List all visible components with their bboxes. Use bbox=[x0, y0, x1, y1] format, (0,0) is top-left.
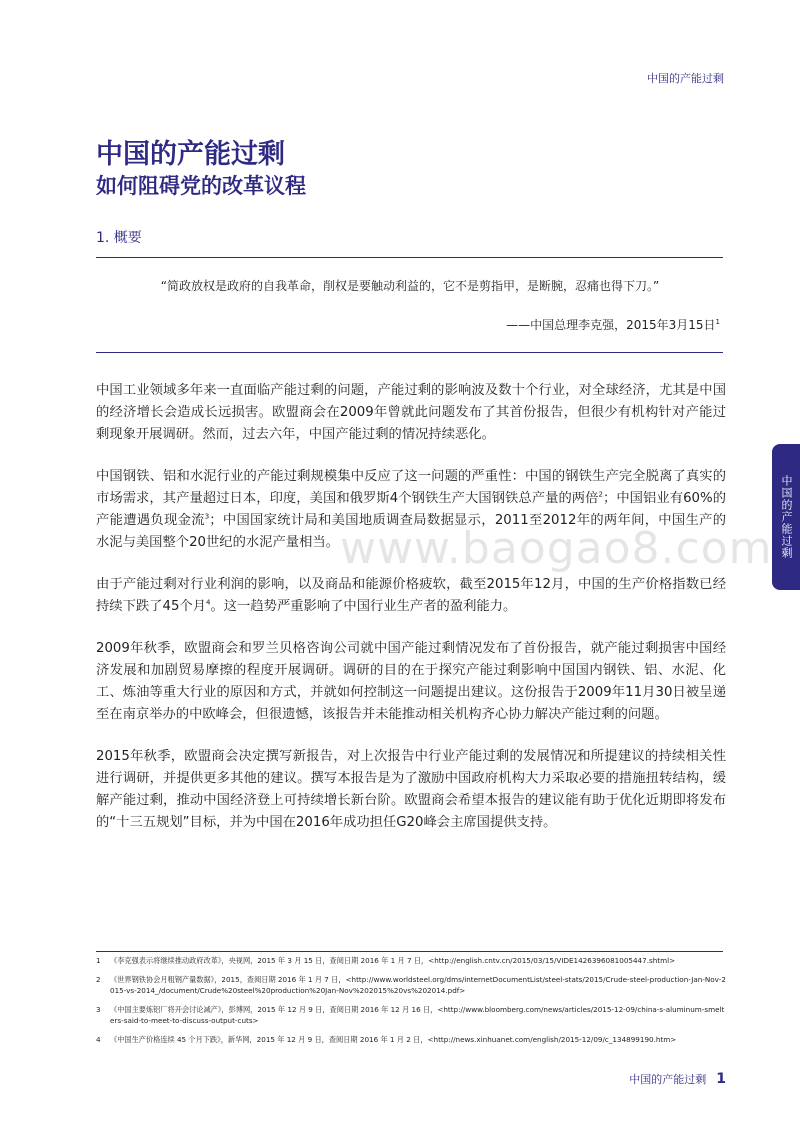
section-heading: 1. 概要 bbox=[96, 230, 142, 246]
paragraph-2-part-c: ；中国国家统计局和美国地质调查局数据显示，2011至2012年的两年间，中国生产的水泥与美国整个20世纪的水泥产量相当。 bbox=[96, 513, 726, 550]
quote-attribution bbox=[506, 316, 720, 333]
footnote-ref: 3 bbox=[204, 512, 210, 521]
epigraph-quote: “简政放权是政府的自我革命，削权是要触动利益的，它不是剪指甲，是断腕，忍痛也得下刀。” bbox=[160, 279, 660, 293]
page-number: 1 bbox=[716, 1071, 726, 1087]
footnote-text: 《中国生产价格连续 45 个月下跌》，新华网，2015 年 12 月 9 日，查阅日期 2016 年 1 月 2 日，<http://news.xinhuanet.com/english/2015-12/09/c_134899190.htm> bbox=[110, 1035, 677, 1044]
paragraph-3 bbox=[96, 574, 726, 618]
quote-top-divider bbox=[96, 257, 723, 258]
footer-title: 中国的产能过剩 bbox=[629, 1073, 707, 1086]
footnote-text: 《世界钢铁协会月粗钢产量数据》，2015，查阅日期 2016 年 1 月 7 日，<http://www.worldsteel.org/dms/internetDocumentList/steel-stats/2015/Crude-steel-production-Jan-Nov-2015-vs-2014_/document/Crude%20steel%20production%20Jan-Nov%202015%20vs%202014.pdf> bbox=[110, 975, 726, 995]
footnote-ref: 4 bbox=[206, 598, 211, 607]
footnote bbox=[96, 1004, 728, 1026]
watermark: www.baogao8.com bbox=[340, 523, 773, 574]
footnote-number: 1 bbox=[96, 956, 101, 965]
paragraph-3-part-a: 由于产能过剩对行业利润的影响，以及商品和能源价格疲软，截至2015年12月，中国的生产价格指数已经持续下跌了45个月 bbox=[96, 577, 726, 614]
paragraph-3-part-b: 。这一趋势严重影响了中国行业生产者的盈利能力。 bbox=[210, 599, 517, 614]
paragraph-1: 中国工业领域多年来一直面临产能过剩的问题，产能过剩的影响波及数十个行业，对全球经济，尤其是中国的经济增长会造成长远损害。欧盟商会在2009年曾就此问题发布了其首份报告，但很少有机构针对产能过剩现象开展调研。然而，过去六年，中国产能过剩的情况持续恶化。 bbox=[96, 383, 726, 442]
side-tab-label: 中国的产能过剩 bbox=[780, 475, 793, 559]
footnote-ref: 1 bbox=[715, 318, 720, 326]
footnote-text: 《李克强表示将继续推动政府改革》，央视网，2015 年 3 月 15 日，查阅日期 2016 年 1 月 7 日，<http://english.cntv.cn/2015/03/15/VIDE1426396081005447.shtml> bbox=[110, 956, 676, 965]
body-text bbox=[96, 380, 726, 854]
paragraph-5: 2015年秋季，欧盟商会决定撰写新报告，对上次报告中行业产能过剩的发展情况和所提建议的持续相关性进行调研，并提供更多其他的建议。撰写本报告是为了激励中国政府机构大力采取必要的措施扭转结构，缓解产能过剩，推动中国经济登上可持续增长新台阶。欧盟商会希望本报告的建议能有助于优化近期即将发布的“十三五规划”目标，并为中国在2016年成功担任G20峰会主席国提供支持。 bbox=[96, 749, 726, 830]
quote-bottom-divider bbox=[96, 352, 723, 353]
footnote-text: 《中国主要炼铝厂将开会讨论减产》，彭博网，2015 年 12 月 9 日，查阅日期 2016 年 12 月 16 日，<http://www.bloomberg.com/news/articles/2015-12-09/china-s-aluminum-smelters-said-to-meet-to-discuss-output-cuts> bbox=[110, 1005, 725, 1025]
page-subtitle: 如何阻碍党的改革议程 bbox=[96, 174, 306, 198]
paragraph-2-part-b: ；中国铝业有60%的产能遭遇负现金流 bbox=[96, 491, 726, 528]
footnote-number: 3 bbox=[96, 1005, 101, 1014]
attribution-text: ——中国总理李克强，2015年3月15日 bbox=[506, 318, 716, 332]
footnote-ref: 2 bbox=[598, 490, 603, 499]
paragraph-2-part-a: 中国钢铁、铝和水泥行业的产能过剩规模集中反应了这一问题的严重性：中国的钢铁生产完全脱离了真实的市场需求，其产量超过日本，印度，美国和俄罗斯4个钢铁生产大国钢铁总产量的两倍 bbox=[96, 469, 726, 506]
footnote bbox=[96, 955, 728, 966]
footnotes bbox=[96, 955, 728, 1053]
side-section-tab bbox=[772, 444, 800, 590]
footnote-number: 2 bbox=[96, 975, 101, 984]
page-title: 中国的产能过剩 bbox=[96, 139, 285, 170]
footnote bbox=[96, 1034, 728, 1045]
footnote bbox=[96, 974, 728, 996]
footnote-number: 4 bbox=[96, 1035, 101, 1044]
page-footer bbox=[629, 1071, 726, 1087]
paragraph-4: 2009年秋季，欧盟商会和罗兰贝格咨询公司就中国产能过剩情况发布了首份报告，就产能过剩损害中国经济发展和加剧贸易摩擦的程度开展调研。调研的目的在于探究产能过剩影响中国国内钢铁、铝、水泥、化工、炼油等重大行业的原因和方式，并就如何控制这一问题提出建议。这份报告于2009年11月30日被呈递至在南京举办的中欧峰会，但很遗憾，该报告并未能推动相关机构齐心协力解决产能过剩的问题。 bbox=[96, 641, 726, 722]
footnote-divider bbox=[96, 951, 723, 952]
running-header: 中国的产能过剩 bbox=[647, 72, 724, 85]
